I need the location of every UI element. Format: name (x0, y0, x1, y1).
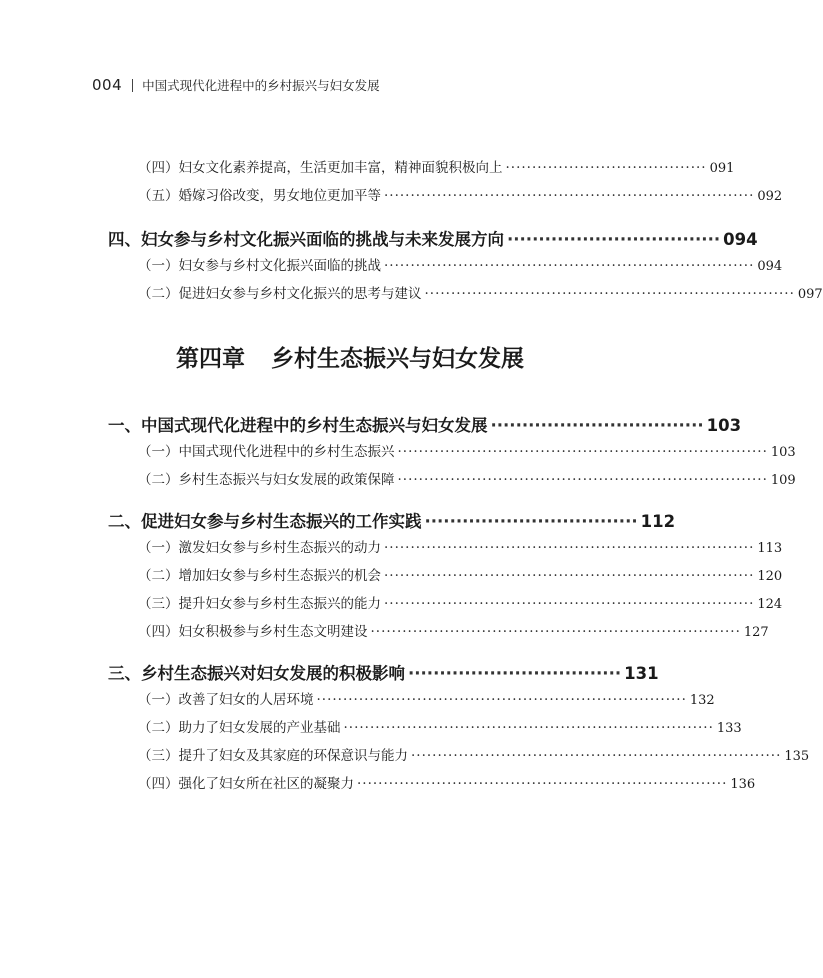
toc-entry-page: 120 (757, 569, 783, 584)
toc-section-label: 三、乡村生态振兴对妇女发展的积极影响 (108, 664, 405, 683)
leader-dots: ·································· (424, 512, 638, 531)
toc-entry-label: （一）改善了妇女的人居环境 (138, 692, 314, 708)
leader-dots: ······································································ (411, 748, 782, 764)
leader-dots: ······································································ (357, 776, 728, 792)
toc-entry[interactable] (138, 184, 783, 204)
toc-entry[interactable] (138, 440, 796, 460)
leader-dots: ······································································ (343, 720, 714, 736)
toc-entry-label: （一）激发妇女参与乡村生态振兴的动力 (138, 540, 381, 556)
leader-dots: ······································································ (424, 286, 795, 302)
toc-section-page: 112 (640, 512, 676, 531)
toc-entry-label: （一）中国式现代化进程中的乡村生态振兴 (138, 444, 395, 460)
toc-section-page: 131 (624, 664, 659, 683)
toc-entry[interactable] (138, 716, 742, 736)
toc-entry-page: 127 (743, 625, 769, 640)
toc-entry-page: 132 (689, 693, 715, 708)
leader-dots: ·································· (490, 416, 704, 435)
toc-entry-label: （二）促进妇女参与乡村文化振兴的思考与建议 (138, 286, 422, 302)
book-title: 中国式现代化进程中的乡村振兴与妇女发展 (142, 78, 380, 93)
toc-entry[interactable] (138, 564, 783, 584)
toc-entry-label: （二）助力了妇女发展的产业基础 (138, 720, 341, 736)
page-number: 004 (92, 76, 123, 94)
toc-entry-label: （三）提升了妇女及其家庭的环保意识与能力 (138, 748, 408, 764)
toc-entry[interactable] (138, 688, 715, 708)
toc-entry-label: （五）婚嫁习俗改变，男女地位更加平等 (138, 188, 381, 204)
toc-entry-label: （三）提升妇女参与乡村生态振兴的能力 (138, 596, 381, 612)
toc-entry-label: （四）妇女文化素养提高，生活更加丰富，精神面貌积极向上 (138, 160, 503, 176)
leader-dots: ······································································ (384, 258, 755, 274)
toc-entry-page: 135 (784, 749, 810, 764)
toc-entry[interactable] (138, 254, 783, 274)
toc-section[interactable] (108, 508, 676, 532)
toc-section-label: 四、妇女参与乡村文化振兴面临的挑战与未来发展方向 (108, 230, 504, 249)
leader-dots: ······································································ (397, 472, 768, 488)
toc-section-label: 一、中国式现代化进程中的乡村生态振兴与妇女发展 (108, 416, 488, 435)
toc-entry-page: 133 (716, 721, 742, 736)
toc-entry[interactable] (138, 156, 735, 176)
chapter-heading (0, 340, 700, 373)
leader-dots: ······································································ (384, 568, 755, 584)
leader-dots: ······································································ (316, 692, 687, 708)
chapter-number: 第四章 (176, 345, 245, 372)
toc-section-label: 二、促进妇女参与乡村生态振兴的工作实践 (108, 512, 422, 531)
toc-entry-label: （二）增加妇女参与乡村生态振兴的机会 (138, 568, 381, 584)
toc-entry[interactable] (138, 772, 756, 792)
toc-entry-page: 103 (770, 445, 796, 460)
toc-entry-label: （一）妇女参与乡村文化振兴面临的挑战 (138, 258, 381, 274)
toc-entry-page: 109 (770, 473, 796, 488)
toc-entry-page: 097 (797, 287, 823, 302)
toc-entry[interactable] (138, 744, 810, 764)
toc-entry-page: 094 (757, 259, 783, 274)
leader-dots: ·································· (507, 230, 721, 249)
leader-dots: ······································································ (384, 540, 755, 556)
leader-dots: ······································ (505, 160, 707, 176)
leader-dots: ·································· (408, 664, 622, 683)
leader-dots: ······································································ (370, 624, 741, 640)
toc-entry[interactable] (138, 592, 783, 612)
chapter-title: 乡村生态振兴与妇女发展 (271, 345, 524, 372)
toc-entry[interactable] (138, 468, 796, 488)
toc-entry-page: 124 (757, 597, 783, 612)
toc-entry-label: （四）强化了妇女所在社区的凝聚力 (138, 776, 354, 792)
toc-section[interactable] (108, 412, 742, 436)
running-header (92, 76, 380, 94)
leader-dots: ······································································ (397, 444, 768, 460)
toc-entry[interactable] (138, 282, 823, 302)
toc-section-page: 103 (706, 416, 742, 435)
header-divider (132, 79, 133, 92)
toc-entry-page: 092 (757, 189, 783, 204)
toc-entry-page: 136 (730, 777, 756, 792)
toc-section[interactable] (108, 660, 659, 684)
toc-entry-label: （二）乡村生态振兴与妇女发展的政策保障 (138, 472, 395, 488)
leader-dots: ······································································ (384, 188, 755, 204)
leader-dots: ······································································ (384, 596, 755, 612)
toc-section-page: 094 (723, 230, 758, 249)
toc-entry[interactable] (138, 620, 769, 640)
toc-entry-page: 113 (757, 541, 783, 556)
toc-entry[interactable] (138, 536, 783, 556)
toc-entry-label: （四）妇女积极参与乡村生态文明建设 (138, 624, 368, 640)
toc-entry-page: 091 (709, 161, 735, 176)
toc-section[interactable] (108, 226, 758, 250)
